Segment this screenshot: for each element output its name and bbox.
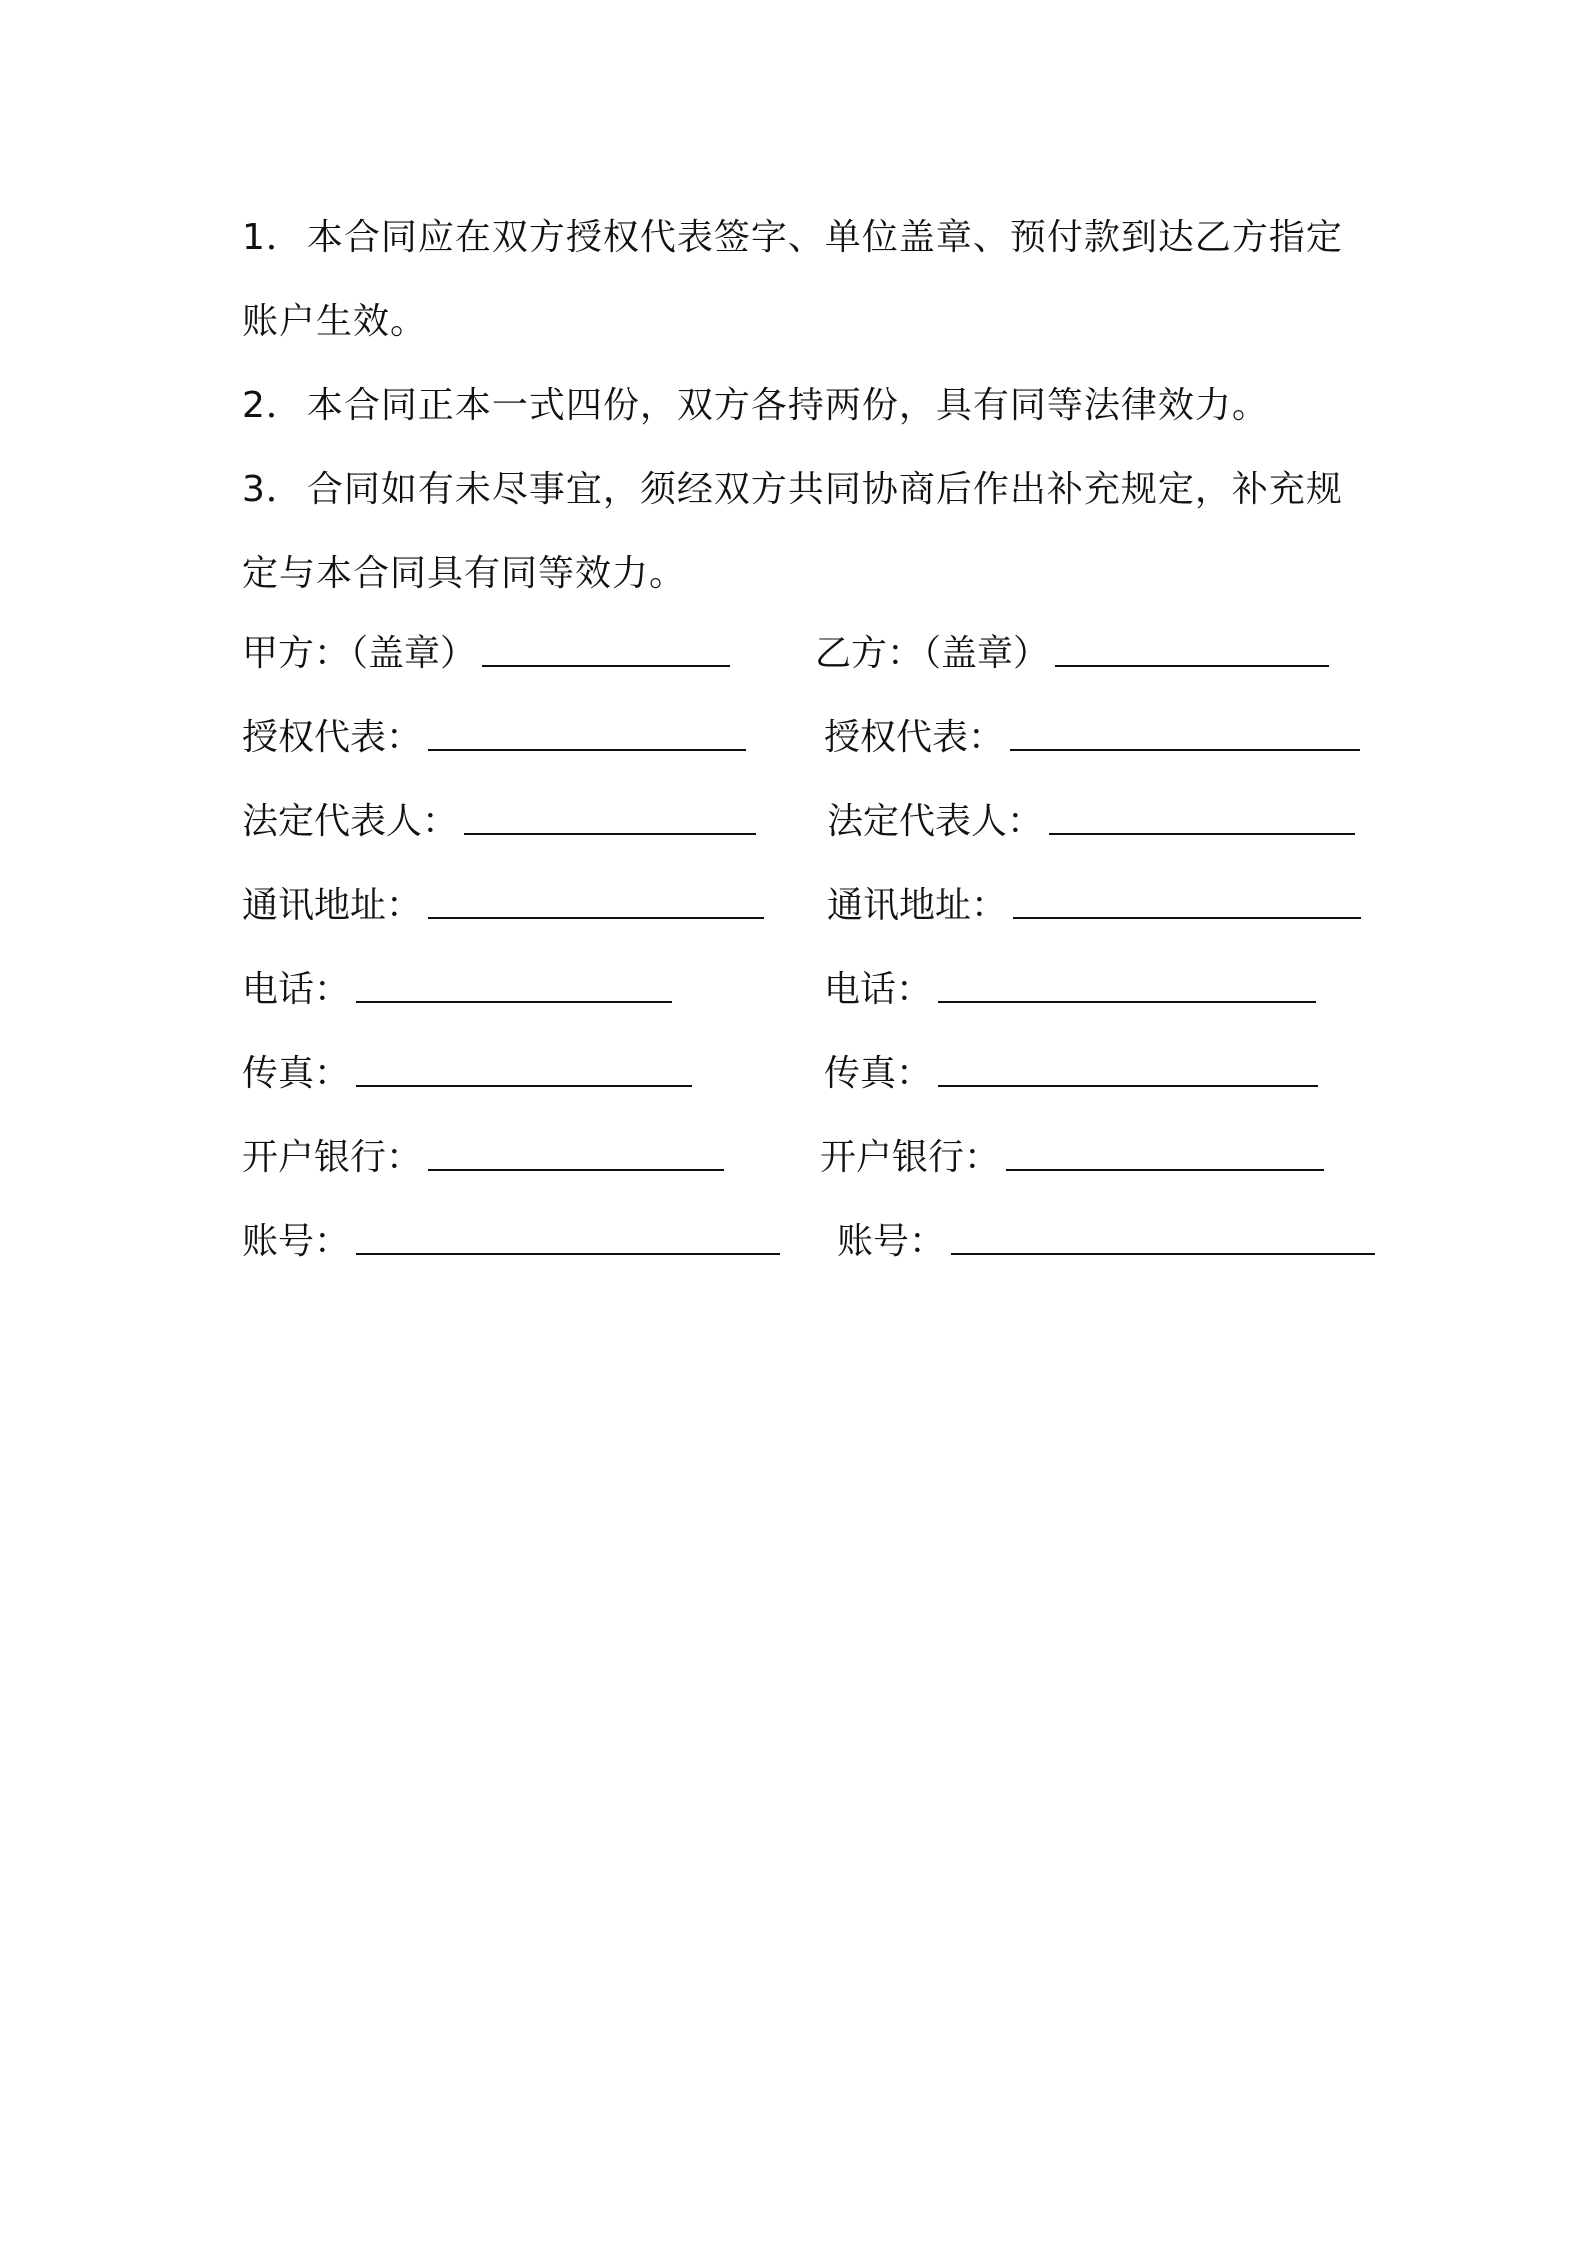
party-b-fax-blank[interactable] [938, 1055, 1318, 1087]
party-b-authorized-rep-blank[interactable] [1010, 719, 1360, 751]
party-a-legal-rep-label: 法定代表人： [242, 801, 459, 842]
party-a-legal-rep-blank[interactable] [464, 803, 756, 835]
party-a-phone-label: 电话： [242, 969, 351, 1010]
party-b-seal-blank[interactable] [1055, 635, 1329, 667]
party-b-authorized-rep-field [824, 696, 1360, 780]
party-b-account-label: 账号： [837, 1221, 946, 1262]
clause-2 [242, 364, 1362, 448]
party-a-address-label: 通讯地址： [242, 885, 423, 926]
clause-number: 3． [242, 469, 303, 510]
party-b-account-field [837, 1200, 1375, 1284]
party-a-seal-label: 甲方：（盖章） [242, 633, 477, 674]
party-a-bank-field [242, 1116, 724, 1200]
party-b-address-label: 通讯地址： [827, 885, 1008, 926]
clause-text: 合同如有未尽事宜，须经双方共同协商后作出补充规定，补充规定与本合同具有同等效力。 [242, 469, 1343, 594]
party-a-fax-field [242, 1032, 692, 1116]
party-a-authorized-rep-field [242, 696, 746, 780]
form-row-fax [242, 1032, 1362, 1116]
party-a-phone-blank[interactable] [356, 971, 672, 1003]
party-b-phone-label: 电话： [824, 969, 933, 1010]
form-row-authorized-rep [242, 696, 1362, 780]
party-a-bank-label: 开户银行： [242, 1137, 423, 1178]
party-b-seal-label: 乙方：（盖章） [815, 633, 1050, 674]
form-row-account [242, 1200, 1362, 1284]
clause-text: 本合同正本一式四份，双方各持两份，具有同等法律效力。 [306, 385, 1269, 426]
party-b-authorized-rep-label: 授权代表： [824, 717, 1005, 758]
party-b-phone-blank[interactable] [938, 971, 1316, 1003]
party-b-fax-field [824, 1032, 1318, 1116]
form-row-seal [242, 612, 1362, 696]
party-b-legal-rep-label: 法定代表人： [827, 801, 1044, 842]
party-a-seal-field [242, 612, 730, 696]
party-b-bank-label: 开户银行： [820, 1137, 1001, 1178]
clause-number: 1． [242, 217, 303, 258]
party-a-fax-label: 传真： [242, 1053, 351, 1094]
party-a-authorized-rep-label: 授权代表： [242, 717, 423, 758]
party-a-seal-blank[interactable] [482, 635, 730, 667]
form-row-phone [242, 948, 1362, 1032]
party-b-legal-rep-field [827, 780, 1355, 864]
party-b-bank-blank[interactable] [1006, 1139, 1324, 1171]
party-a-legal-rep-field [242, 780, 756, 864]
clause-1 [242, 196, 1362, 364]
party-b-legal-rep-blank[interactable] [1049, 803, 1355, 835]
party-b-fax-label: 传真： [824, 1053, 933, 1094]
party-b-address-blank[interactable] [1013, 887, 1361, 919]
party-b-phone-field [824, 948, 1316, 1032]
party-a-authorized-rep-blank[interactable] [428, 719, 746, 751]
form-row-bank [242, 1116, 1362, 1200]
form-row-legal-rep [242, 780, 1362, 864]
party-a-address-blank[interactable] [428, 887, 764, 919]
signature-form [242, 612, 1362, 1284]
party-a-phone-field [242, 948, 672, 1032]
party-b-bank-field [820, 1116, 1324, 1200]
party-a-address-field [242, 864, 764, 948]
clause-number: 2． [242, 385, 303, 426]
party-b-seal-field [815, 612, 1329, 696]
clause-3 [242, 448, 1362, 616]
party-b-account-blank[interactable] [951, 1223, 1375, 1255]
party-a-bank-blank[interactable] [428, 1139, 724, 1171]
party-a-fax-blank[interactable] [356, 1055, 692, 1087]
clause-text: 本合同应在双方授权代表签字、单位盖章、预付款到达乙方指定账户生效。 [242, 217, 1343, 342]
contract-clauses [242, 196, 1362, 616]
form-row-address [242, 864, 1362, 948]
party-a-account-label: 账号： [242, 1221, 351, 1262]
party-b-address-field [827, 864, 1361, 948]
party-a-account-blank[interactable] [356, 1223, 780, 1255]
party-a-account-field [242, 1200, 780, 1284]
